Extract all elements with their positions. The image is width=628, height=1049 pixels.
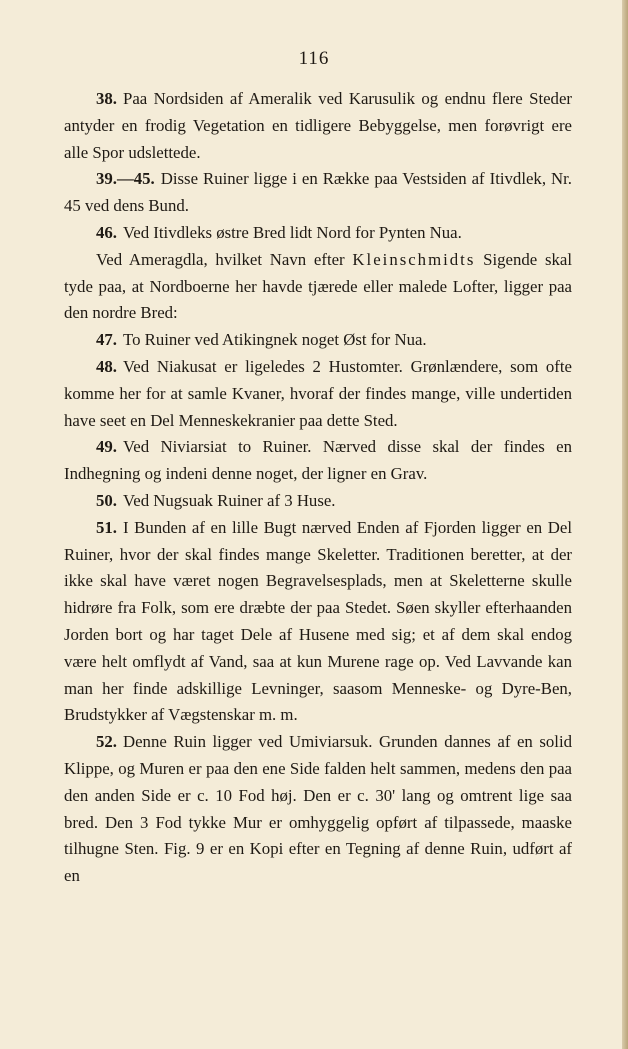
paragraph-number: 52. [96, 732, 117, 752]
paragraph-text: To Ruiner ved Atikingnek noget Øst for Nua. [122, 330, 427, 350]
paragraph-48 [64, 354, 572, 434]
paragraph-number: 47. [96, 330, 117, 350]
paragraph-number: 38. [96, 89, 117, 108]
paragraph-text-before: Ved Ameragdla, hvilket Navn efter [96, 249, 345, 269]
paragraph-number: 50. [96, 490, 117, 510]
paragraph-ameragdla [64, 247, 572, 327]
paragraph-text: Ved Itivdleks østre Bred lidt Nord for Pynten Nua. [122, 222, 462, 242]
paragraph-emphasis: Kleinschmidts [352, 249, 476, 269]
paragraph-number: 49. [96, 437, 117, 457]
paragraph-52 [64, 729, 572, 890]
paragraph-49 [64, 434, 572, 488]
paragraph-text: Ved Niakusat er ligeledes 2 Hustomter. Grønlændere, som ofte komme her for at samle Kvaner, hvoraf der findes mange, ville undertiden have seet en Del Menneskekranier paa dette Sted. [64, 356, 572, 430]
paragraph-text: Ved Niviarsiat to Ruiner. Nærved disse skal der findes en Indhegning og indeni denne noget, der ligner en Grav. [64, 437, 572, 484]
paragraph-47 [64, 327, 572, 354]
paragraph-text: I Bunden af en lille Bugt nærved Enden af Fjorden ligger en Del Ruiner, hvor der skal findes mange Skeletter. Traditionen beretter, at der ikke skal have været nogen Begravelsesplads, men at Skeletterne skulle hidrøre fra Folk, som ere dræbte der paa Stedet. Søen skyller efterhaanden Jorden bort og har taget Dele af Husene med sig; et af dem skal endog være helt omflydt af Vand, saa at kun Murene rage op. Ved Lavvande kan man her finde adskillige Levninger, saasom Menneske- og Dyre-Ben, Brudstykker af Vægstenskar m. m. [64, 517, 572, 725]
paragraph-number: 48. [96, 356, 117, 376]
paragraph-46 [64, 220, 572, 247]
text-block [64, 86, 572, 890]
page-number: 116 [298, 48, 330, 69]
paragraph-number: 46. [96, 222, 117, 242]
paragraph-text-after: Sigende skal tyde paa, at Nordboerne her havde tjærede eller malede Lofter, ligger paa den nordre Bred: [64, 249, 572, 323]
paragraph-text: Disse Ruiner ligge i en Række paa Vestsiden af Itivdlek, Nr. 45 ved dens Bund. [64, 169, 572, 216]
paragraph-51 [64, 515, 572, 729]
paragraph-50 [64, 488, 572, 515]
paragraph-number: 39.—45. [96, 169, 155, 189]
page-edge [622, 0, 628, 1049]
paragraph-text: Denne Ruin ligger ved Umiviarsuk. Grunden dannes af en solid Klippe, og Muren er paa den ene Side falden helt sammen, medens den paa den anden Side er c. 10 Fod høj. Den er c. 30' lang og omtrent lige saa bred. Den 3 Fod tykke Mur er omhyggelig opført af tilpassede, maaske tilhugne Sten. Fig. 9 er en Kopi efter en Tegning af denne Ruin, udført af en [64, 732, 572, 886]
paragraph-text: Ved Nugsuak Ruiner af 3 Huse. [122, 490, 336, 510]
paragraph-number: 51. [96, 517, 117, 537]
paragraph-39-45 [64, 166, 572, 220]
paragraph-text: Paa Nordsiden af Ameralik ved Karusulik og endnu flere Steder antyder en frodig Vegetation en tidligere Bebyggelse, men forøvrigt ere alle Spor udslettede. [64, 89, 572, 162]
paragraph-38 [64, 86, 572, 166]
